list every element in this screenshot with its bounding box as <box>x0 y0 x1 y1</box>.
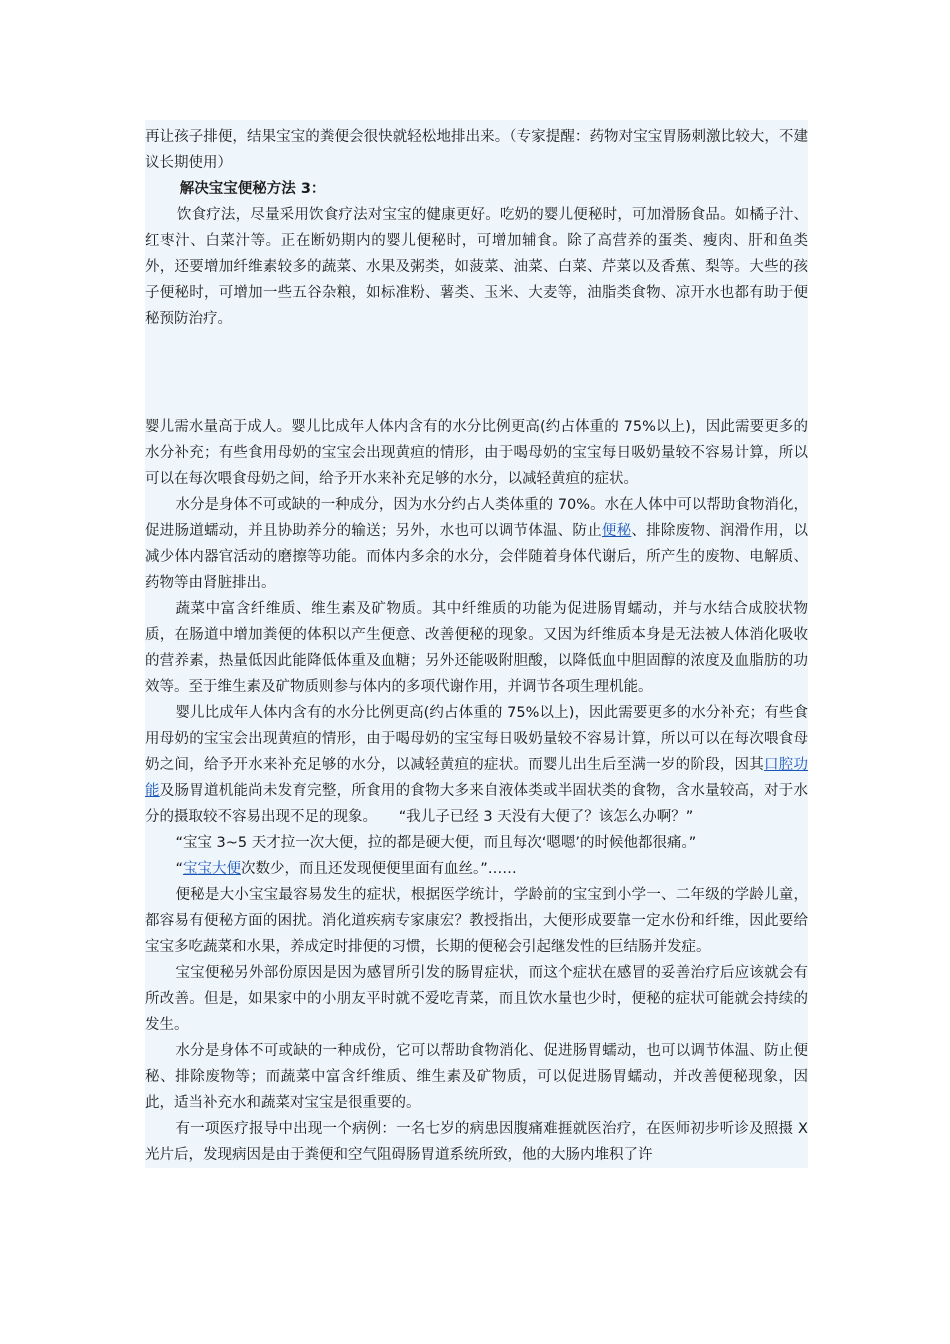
paragraph: 再让孩子排便，结果宝宝的粪便会很快就轻松地排出来。（专家提醒：药物对宝宝胃肠刺激比较大，不建议长期使用） <box>145 129 808 171</box>
text-run: 次数少，而且还发现便便里面有血丝。”…… <box>240 861 517 877</box>
text-run: 婴儿比成年人体内含有的水分比例更高(约占体重的 75%以上)，因此需要更多的水分补充；有些食用母奶的宝宝会出现黄疸的情形，由于喝母奶的宝宝每日吸奶量较不容易计算，所以可以在每次喂食母奶之间，给予开水来补充足够的水分，以减轻黄疸的症状。而婴儿出生后至满一岁的阶段，因其 <box>145 705 808 773</box>
paragraph: 宝宝便秘另外部份原因是因为感冒所引发的肠胃症状，而这个症状在感冒的妥善治疗后应该就会有所改善。但是，如果家中的小朋友平时就不爱吃青菜，而且饮水量也少时，便秘的症状可能就会持续的发生。 <box>145 965 808 1033</box>
paragraph: 婴儿需水量高于成人。婴儿比成年人体内含有的水分比例更高(约占体重的 75%以上)，因此需要更多的水分补充；有些食用母奶的宝宝会出现黄疸的情形，由于喝母奶的宝宝每日吸奶量较不容易计算，所以可以在每次喂食母奶之间，给予开水来补充足够的水分，以减轻黄疸的症状。 <box>145 419 808 487</box>
link-constipation[interactable]: 便秘 <box>601 523 632 539</box>
paragraph: 便秘是大小宝宝最容易发生的症状，根据医学统计，学龄前的宝宝到小学一、二年级的学龄儿童，都容易有便秘方面的困扰。消化道疾病专家康宏？教授指出，大便形成要靠一定水份和纤维，因此要给宝宝多吃蔬菜和水果，养成定时排便的习惯，长期的便秘会引起继发性的巨结肠并发症。 <box>145 887 808 955</box>
paragraph: “宝宝 3~5 天才拉一次大便，拉的都是硬大便，而且每次‘嗯嗯’的时候他都很痛。” <box>175 835 697 851</box>
paragraph: 水分是身体不可或缺的一种成份，它可以帮助食物消化、促进肠胃蠕动，也可以调节体温、防止便秘、排除废物等；而蔬菜中富含纤维质、维生素及矿物质，可以促进肠胃蠕动，并改善便秘现象，因此，适当补充水和蔬菜对宝宝是很重要的。 <box>145 1043 808 1111</box>
link-oral-function[interactable]: 口腔功能 <box>145 757 809 799</box>
paragraph: 蔬菜中富含纤维质、维生素及矿物质。其中纤维质的功能为促进肠胃蠕动，并与水结合成胶状物质，在肠道中增加粪便的体积以产生便意、改善便秘的现象。又因为纤维质本身是无法被人体消化吸收的营养素，热量低因此能降低体重及血糖；另外还能吸附胆酸，以降低血中胆固醇的浓度及血脂肪的功效等。至于维生素及矿物质则参与体内的多项代谢作用，并调节各项生理机能。 <box>145 601 808 695</box>
paragraph <box>145 492 808 596</box>
blank-band <box>145 342 808 414</box>
main-section <box>145 414 808 1168</box>
text-run: 水分是身体不可或缺的一种成分，因为水分约占人类体重的 70%。水在人体中可以帮助食物消化，促进肠道蠕动，并且协助养分的输送；另外，水也可以调节体温、防止 <box>145 497 808 539</box>
top-section <box>145 120 808 342</box>
paragraph <box>145 700 808 830</box>
text-run: “ <box>175 861 183 877</box>
document-page <box>145 120 808 1168</box>
section-heading: 解决宝宝便秘方法 3： <box>179 181 326 197</box>
link-baby-stool[interactable]: 宝宝大便 <box>182 861 241 877</box>
text-run: 、排除废物、润滑作用，以减少体内器官活动的磨擦等功能。而体内多余的水分，会伴随着身体代谢后，所产生的废物、电解质、药物等由肾脏排出。 <box>145 523 809 591</box>
paragraph: 饮食疗法，尽量采用饮食疗法对宝宝的健康更好。吃奶的婴儿便秘时，可加滑肠食品。如橘子汁、红枣汁、白菜汁等。正在断奶期内的婴儿便秘时，可增加辅食。除了高营养的蛋类、瘦肉、肝和鱼类外，还要增加纤维素较多的蔬菜、水果及粥类，如菠菜、油菜、白菜、芹菜以及香蕉、梨等。大些的孩子便秘时，可增加一些五谷杂粮，如标准粉、薯类、玉米、大麦等，油脂类食物、凉开水也都有助于便秘预防治疗。 <box>145 207 808 327</box>
paragraph: 有一项医疗报导中出现一个病例：一名七岁的病患因腹痛难捱就医治疗，在医师初步听诊及照摄 X 光片后，发现病因是由于粪便和空气阻碍肠胃道系统所致，他的大肠内堆积了许 <box>145 1121 808 1163</box>
paragraph <box>145 856 808 882</box>
text-run: 及肠胃道机能尚未发育完整，所食用的食物大多来自液体类或半固状类的食物，含水量较高，对于水分的摄取较不容易出现不足的现象。 “我儿子已经 3 天没有大便了？该怎么办啊？” <box>145 783 809 825</box>
